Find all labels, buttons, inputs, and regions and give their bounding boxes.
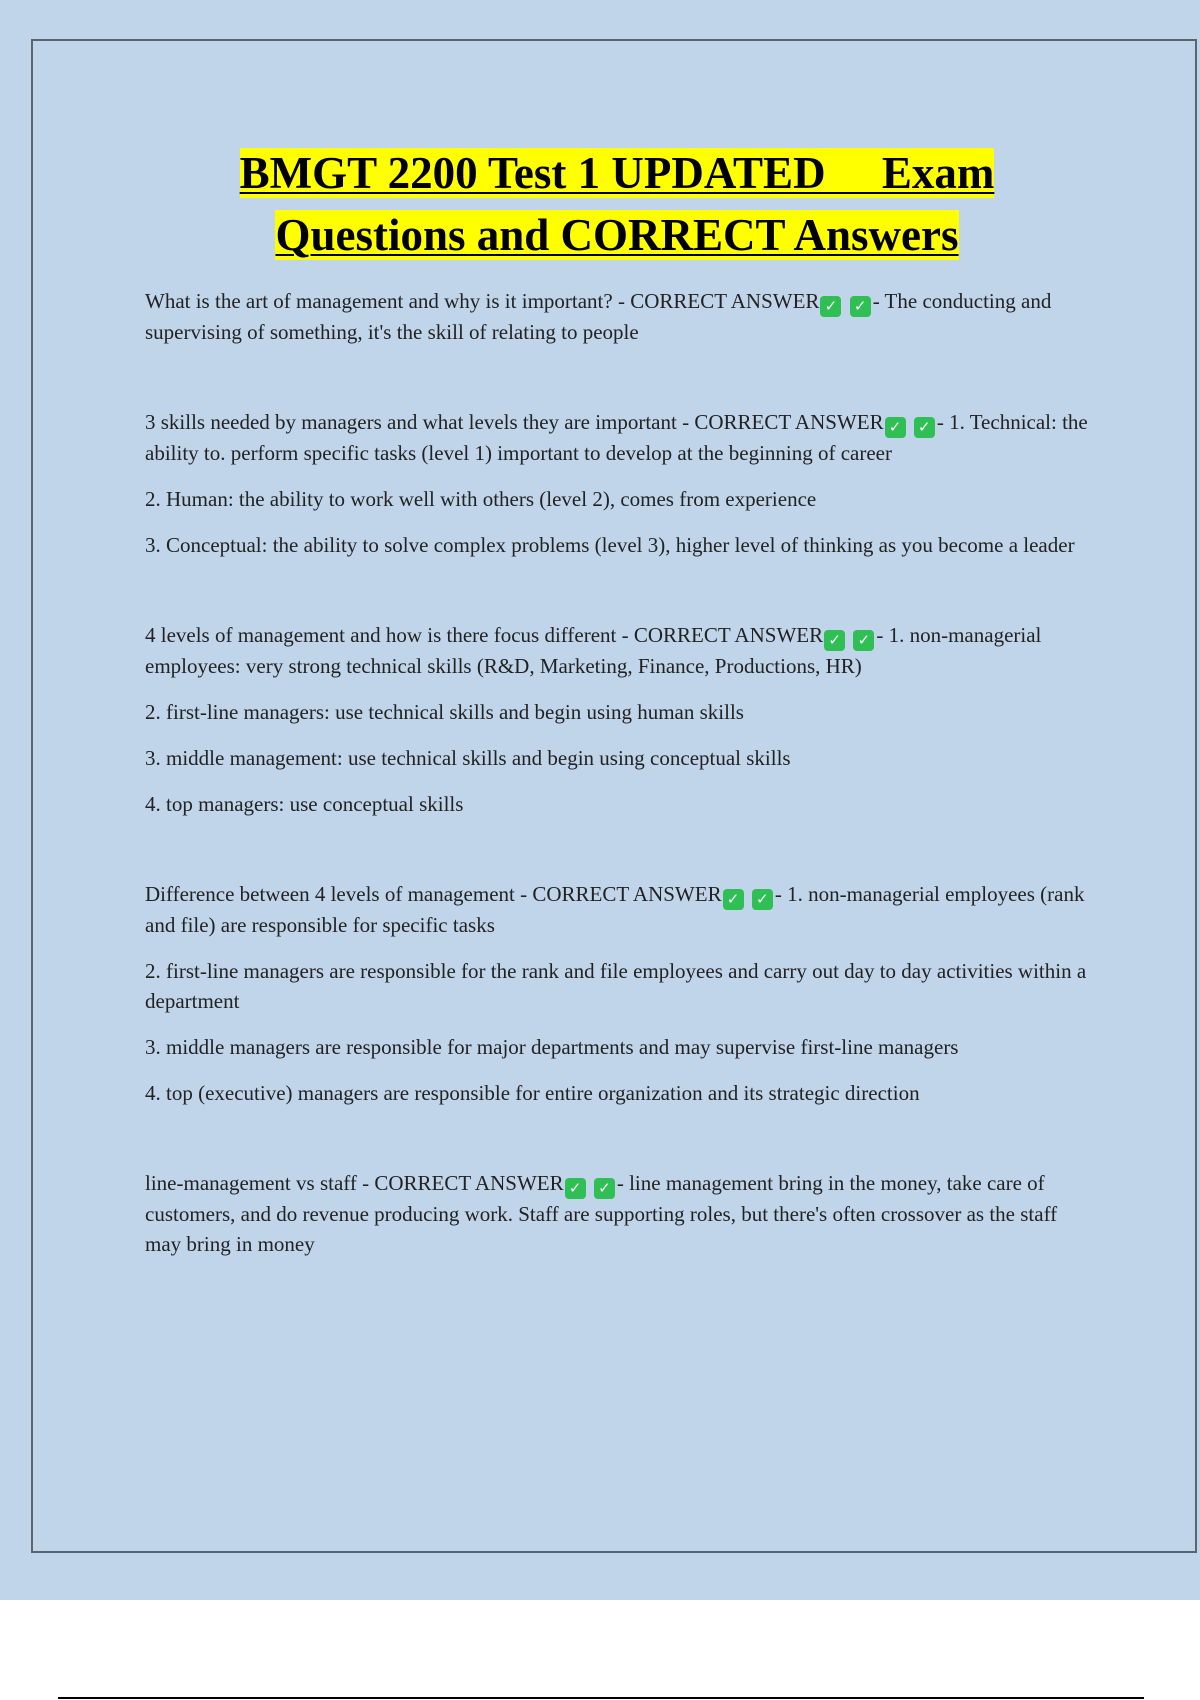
- qa-item: [145, 1168, 1093, 1259]
- check-mark-icon: ✓: [885, 417, 906, 438]
- check-mark-icon: ✓: [565, 1178, 586, 1199]
- answer-line: 3. middle management: use technical skills and begin using conceptual skills: [145, 746, 791, 770]
- answer-line: 3. Conceptual: the ability to solve complex problems (level 3), higher level of thinking as you become a leader: [145, 533, 1075, 557]
- answer-line: 4. top (executive) managers are responsible for entire organization and its strategic direction: [145, 1081, 920, 1105]
- answer-marker: CORRECT ANSWER: [694, 410, 884, 434]
- qa-list: [145, 286, 1093, 1319]
- check-mark-icon: ✓: [914, 417, 935, 438]
- answer-text: - line management bring in the money, take care of customers, and do revenue producing work. Staff are supporting roles, but there's often crossover as the staff may bring in money: [145, 1171, 1058, 1256]
- check-mark-icon: ✓: [723, 889, 744, 910]
- answer-marker: CORRECT ANSWER: [374, 1171, 564, 1195]
- check-mark-icon: ✓: [850, 296, 871, 317]
- answer-line: 4. top managers: use conceptual skills: [145, 792, 464, 816]
- answer-marker: CORRECT ANSWER: [630, 289, 820, 313]
- footer-divider: [58, 1697, 1144, 1699]
- title-line-2: Questions and CORRECT Answers: [275, 210, 959, 260]
- check-mark-icon: ✓: [752, 889, 773, 910]
- answer-line: 2. first-line managers: use technical skills and begin using human skills: [145, 700, 744, 724]
- answer-marker: CORRECT ANSWER: [633, 623, 824, 647]
- question-text: What is the art of management and why is it important? -: [145, 289, 631, 313]
- answer-text: - 1. Technical: the ability to. perform specific tasks (level 1) important to develop at the beginning of career: [145, 410, 1088, 465]
- check-mark-icon: ✓: [824, 630, 845, 651]
- answer-marker: CORRECT ANSWER: [532, 882, 722, 906]
- answer-text: - 1. non-managerial employees: very strong technical skills (R&D, Marketing, Finance, Productions, HR): [145, 623, 1042, 678]
- answer-line: 2. Human: the ability to work well with others (level 2), comes from experience: [145, 487, 817, 511]
- question-text: 4 levels of management and how is there focus different -: [145, 623, 634, 647]
- qa-paragraph: [145, 879, 1093, 940]
- title-line-1: BMGT 2200 Test 1 UPDATED Exam: [239, 148, 995, 198]
- answer-line: 2. first-line managers are responsible for the rank and file employees and carry out day to day activities within a department: [145, 959, 1087, 1013]
- question-text: 3 skills needed by managers and what levels they are important -: [145, 410, 695, 434]
- qa-paragraph: [145, 407, 1093, 468]
- answer-text: - 1. non-managerial employees (rank and file) are responsible for specific tasks: [145, 882, 1085, 937]
- answer-line: 3. middle managers are responsible for major departments and may supervise first-line managers: [145, 1035, 959, 1059]
- qa-paragraph: [145, 1168, 1093, 1259]
- check-mark-icon: ✓: [594, 1178, 615, 1199]
- qa-item: [145, 407, 1093, 560]
- question-text: line-management vs staff -: [145, 1171, 375, 1195]
- check-mark-icon: ✓: [853, 630, 874, 651]
- qa-item: [145, 620, 1093, 819]
- qa-item: [145, 286, 1093, 347]
- qa-paragraph: [145, 620, 1093, 681]
- answer-text: - The conducting and supervising of something, it's the skill of relating to people: [145, 289, 1052, 344]
- check-mark-icon: ✓: [820, 296, 841, 317]
- question-text: Difference between 4 levels of management -: [145, 882, 533, 906]
- qa-item: [145, 879, 1093, 1108]
- qa-paragraph: [145, 286, 1093, 347]
- document-title: [60, 142, 1174, 266]
